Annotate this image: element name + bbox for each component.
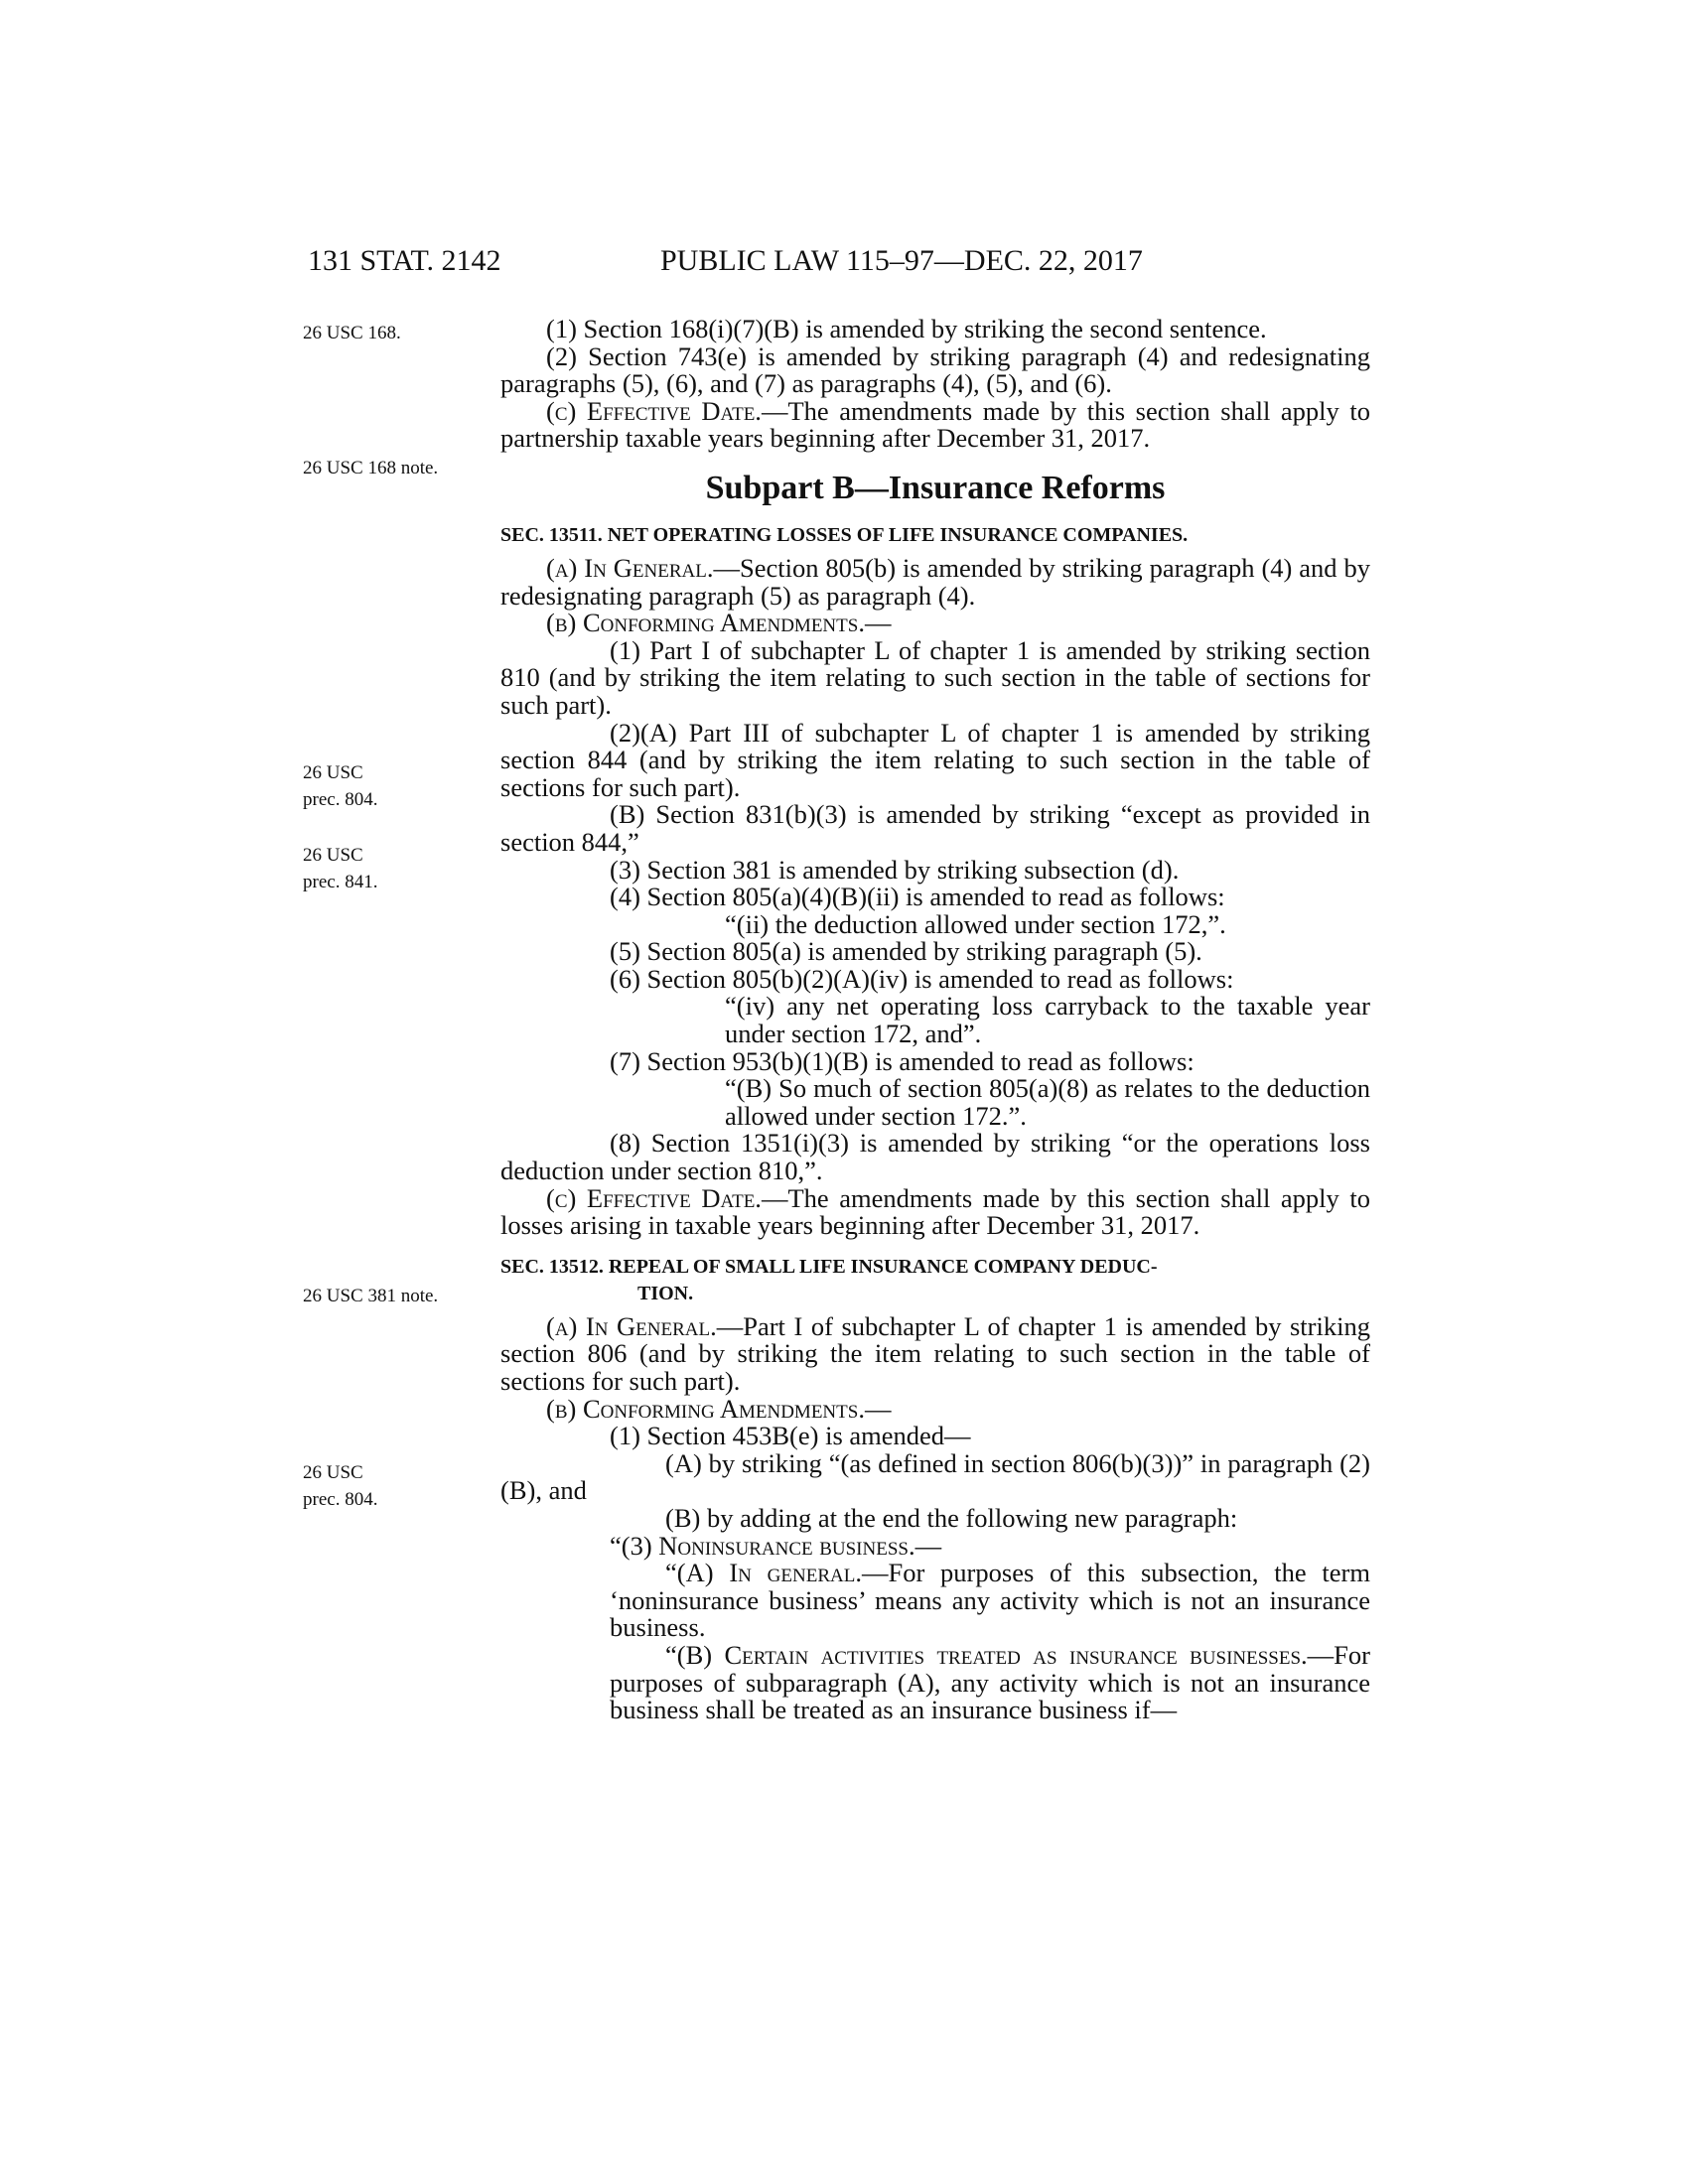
paragraph: (1) Section 168(i)(7)(B) is amended by striking the second sentence. bbox=[546, 314, 1267, 343]
paragraph: (4) Section 805(a)(4)(B)(ii) is amended to read as follows: bbox=[610, 882, 1225, 912]
paragraph: (1) Part I of subchapter L of chapter 1 is amended by striking section 810 (and by striking the item relating to such section in the table of sections for such part). bbox=[500, 634, 1370, 720]
section-heading-line: SEC. 13512. REPEAL OF SMALL LIFE INSURANCE COMPANY DEDUC- bbox=[500, 1255, 1158, 1278]
quoted-text: “(iv) any net operating loss carryback to the taxable year under section 172, and”. bbox=[725, 991, 1370, 1049]
stat-citation: 131 STAT. 2142 bbox=[308, 244, 501, 277]
paragraph: (B) Section 831(b)(3) is amended by striking “except as provided in section 844,” bbox=[500, 799, 1370, 857]
paragraph: (A) by striking “(as defined in section 806(b)(3))” in paragraph (2)(B), and bbox=[500, 1447, 1370, 1506]
paragraph-text: —Section 805(b) is amended by striking paragraph (4) and by redesignating paragraph (5) as paragraph (4). bbox=[500, 552, 1370, 611]
paragraph-heading: “(A) In general. bbox=[665, 1558, 862, 1588]
paragraph: (B) by adding at the end the following new paragraph: bbox=[665, 1502, 1238, 1533]
paragraph-heading: (b) Conforming Amendments.— bbox=[546, 608, 892, 638]
paragraph: (5) Section 805(a) is amended by striking paragraph (5). bbox=[610, 936, 1202, 967]
paragraph-heading: (a) In General. bbox=[546, 552, 714, 583]
paragraph-heading: (c) Effective Date. bbox=[546, 1182, 762, 1213]
paragraph: (2) Section 743(e) is amended by striking paragraph (4) and redesignating paragraphs (5), (6), and (7) as paragraphs (4), (5), and (6). bbox=[500, 341, 1370, 399]
public-law-title: PUBLIC LAW 115–97—DEC. 22, 2017 bbox=[660, 244, 1143, 277]
quoted-text: “(B) So much of section 805(a)(8) as relates to the deduction allowed under section 172.”. bbox=[725, 1073, 1370, 1131]
paragraph: (2)(A) Part III of subchapter L of chapter 1 is amended by striking section 844 (and by striking the item relating to such section in the table of sections for such part). bbox=[500, 717, 1370, 802]
paragraph: (1) Section 453B(e) is amended— bbox=[610, 1421, 971, 1451]
margin-note: 26 USC prec. 841. bbox=[303, 845, 378, 892]
section-heading bbox=[500, 1254, 1370, 1307]
paragraph bbox=[500, 1310, 1370, 1396]
paragraph: (3) Section 381 is amended by striking subsection (d). bbox=[610, 854, 1180, 885]
quoted-text: “(ii) the deduction allowed under section 172,”. bbox=[725, 908, 1226, 939]
paragraph bbox=[500, 552, 1370, 611]
paragraph: (6) Section 805(b)(2)(A)(iv) is amended to read as follows: bbox=[610, 963, 1234, 994]
quoted-heading: “(3) Noninsurance business.— bbox=[610, 1530, 942, 1561]
paragraph-text: —For purposes of this subsection, the term ‘noninsurance business’ means any activity which is not an insurance business. bbox=[610, 1558, 1370, 1643]
paragraph-text: —Part I of subchapter L of chapter 1 is amended by striking section 806 (and by striking the item relating to such section in the table of sections for such part). bbox=[500, 1310, 1370, 1396]
margin-note: 26 USC 168. bbox=[303, 323, 401, 343]
paragraph bbox=[500, 1182, 1370, 1241]
paragraph-heading: (a) In General. bbox=[546, 1310, 717, 1341]
paragraph bbox=[500, 395, 1370, 454]
margin-note: 26 USC prec. 804. bbox=[303, 762, 378, 810]
section-heading: SEC. 13511. NET OPERATING LOSSES OF LIFE INSURANCE COMPANIES. bbox=[500, 523, 1189, 546]
paragraph-text: —The amendments made by this section shall apply to losses arising in taxable years beginning after December 31, 2017. bbox=[500, 1182, 1370, 1241]
page-header bbox=[308, 244, 1370, 284]
paragraph: (8) Section 1351(i)(3) is amended by striking “or the operations loss deduction under section 810,”. bbox=[500, 1128, 1370, 1186]
margin-note: 26 USC 168 note. bbox=[303, 458, 439, 478]
quoted-text bbox=[500, 1639, 1370, 1725]
section-heading-line: TION. bbox=[637, 1282, 694, 1304]
paragraph: (7) Section 953(b)(1)(B) is amended to read as follows: bbox=[610, 1045, 1195, 1076]
paragraph-text: —The amendments made by this section shall apply to partnership taxable years beginning after December 31, 2017. bbox=[500, 395, 1370, 454]
subpart-heading: Subpart B—Insurance Reforms bbox=[705, 469, 1166, 506]
margin-note: 26 USC prec. 804. bbox=[303, 1462, 378, 1510]
paragraph-text: —For purposes of subparagraph (A), any activity which is not an insurance business shall be treated as an insurance business if— bbox=[610, 1639, 1370, 1725]
margin-note: 26 USC 381 note. bbox=[303, 1286, 439, 1306]
paragraph-heading: “(B) Certain activities treated as insurance businesses. bbox=[665, 1639, 1308, 1670]
paragraph-heading: (b) Conforming Amendments.— bbox=[546, 1393, 892, 1424]
quoted-text bbox=[500, 1560, 1370, 1642]
document-body bbox=[500, 316, 1370, 1724]
paragraph-heading: (c) Effective Date. bbox=[546, 395, 762, 426]
